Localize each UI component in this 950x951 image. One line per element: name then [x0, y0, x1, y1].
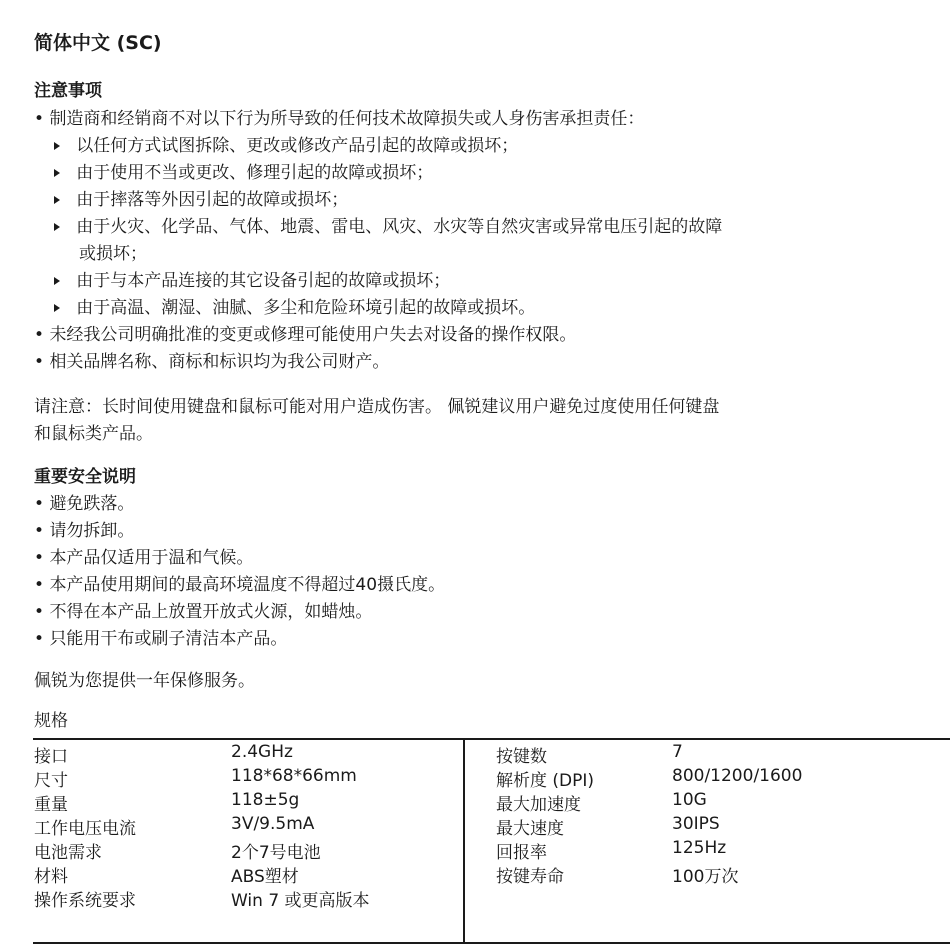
- spec-label: 重量: [34, 795, 68, 815]
- cause-item: [54, 212, 722, 237]
- spec-label: 按键寿命: [496, 867, 564, 887]
- cause-item: [54, 266, 450, 291]
- specs-bottom-rule: [33, 942, 950, 944]
- triangle-bullet-icon: [54, 304, 60, 312]
- cause-item: [54, 185, 348, 210]
- spec-value: 118±5g: [231, 790, 300, 810]
- safety-item: • 本产品仅适用于温和气候。: [34, 548, 254, 568]
- cause-item: [54, 293, 535, 318]
- spec-value: 118*68*66mm: [231, 766, 357, 786]
- safety-item-text: 避免跌落。: [49, 494, 135, 514]
- triangle-bullet-icon: [54, 196, 60, 204]
- safety-item: • 避免跌落。: [34, 494, 135, 514]
- cause-text: 由于使用不当或更改、修理引起的故障或损坏；: [76, 163, 434, 183]
- safety-item-text: 本产品仅适用于温和气候。: [49, 548, 254, 568]
- spec-label: 尺寸: [34, 771, 68, 791]
- spec-value: 100万次: [672, 867, 739, 887]
- cause-item: [54, 131, 518, 156]
- spec-value: 125Hz: [672, 838, 727, 858]
- cause-text: 由于摔落等外因引起的故障或损坏；: [76, 190, 349, 210]
- safety-item-text: 只能用干布或刷子清洁本产品。: [49, 629, 288, 649]
- spec-value: 3V/9.5mA: [231, 814, 315, 834]
- safety-item: • 不得在本产品上放置开放式火源，如蜡烛。: [34, 602, 373, 622]
- spec-label: 解析度 (DPI): [496, 771, 595, 791]
- safety-item-text: 本产品使用期间的最高环境温度不得超过40摄氏度。: [49, 575, 446, 595]
- spec-label: 工作电压电流: [34, 819, 136, 839]
- notice-extra-text: 未经我公司明确批准的变更或修理可能使用户失去对设备的操作权限。: [49, 325, 577, 345]
- specs-heading: 规格: [34, 711, 68, 731]
- spec-value: ABS塑材: [231, 867, 299, 887]
- spec-value: 10G: [672, 790, 707, 810]
- spec-label: 按键数: [496, 747, 547, 767]
- spec-label: 接口: [34, 747, 68, 767]
- safety-item-text: 请勿拆卸。: [49, 521, 135, 541]
- caution-line: 和鼠标类产品。: [34, 424, 153, 444]
- triangle-bullet-icon: [54, 223, 60, 231]
- warranty-text: 佩锐为您提供一年保修服务。: [34, 671, 255, 691]
- cause-text: 由于与本产品连接的其它设备引起的故障或损坏；: [76, 271, 451, 291]
- spec-value: Win 7 或更高版本: [231, 891, 370, 911]
- spec-label: 回报率: [496, 843, 547, 863]
- page-title: 简体中文 (SC): [34, 32, 162, 54]
- specs-top-rule: [33, 738, 950, 740]
- safety-item: • 本产品使用期间的最高环境温度不得超过40摄氏度。: [34, 575, 446, 595]
- triangle-bullet-icon: [54, 277, 60, 285]
- safety-heading: 重要安全说明: [34, 467, 136, 487]
- spec-value: 7: [672, 742, 683, 762]
- triangle-bullet-icon: [54, 169, 60, 177]
- spec-label: 电池需求: [34, 843, 102, 863]
- spec-label: 操作系统要求: [34, 891, 136, 911]
- spec-label: 最大加速度: [496, 795, 581, 815]
- spec-value: 2.4GHz: [231, 742, 293, 762]
- spec-value: 2个7号电池: [231, 843, 321, 863]
- notice-disclaimer-text: 制造商和经销商不对以下行为所导致的任何技术故障损失或人身伤害承担责任：: [49, 109, 645, 129]
- cause-text: 以任何方式试图拆除、更改或修改产品引起的故障或损坏；: [76, 136, 519, 156]
- specs-divider: [463, 739, 465, 943]
- caution-line: 请注意：长时间使用键盘和鼠标可能对用户造成伤害。 佩锐建议用户避免过度使用任何键盘: [34, 397, 720, 417]
- notice-disclaimer: • 制造商和经销商不对以下行为所导致的任何技术故障损失或人身伤害承担责任：: [34, 109, 645, 129]
- cause-text-continuation: 或损坏；: [79, 244, 147, 264]
- safety-item: • 请勿拆卸。: [34, 521, 135, 541]
- spec-value: 800/1200/1600: [672, 766, 803, 786]
- notice-heading: 注意事项: [34, 81, 102, 101]
- safety-item-text: 不得在本产品上放置开放式火源，如蜡烛。: [49, 602, 373, 622]
- spec-label: 最大速度: [496, 819, 564, 839]
- cause-item: [54, 158, 433, 183]
- triangle-bullet-icon: [54, 142, 60, 150]
- spec-label: 材料: [34, 867, 68, 887]
- spec-value: 30IPS: [672, 814, 720, 834]
- notice-extra-item: • 相关品牌名称、商标和标识均为我公司财产。: [34, 352, 390, 372]
- notice-extra-text: 相关品牌名称、商标和标识均为我公司财产。: [49, 352, 390, 372]
- safety-item: • 只能用干布或刷子清洁本产品。: [34, 629, 288, 649]
- cause-text: 由于高温、潮湿、油腻、多尘和危险环境引起的故障或损坏。: [76, 298, 536, 318]
- cause-text: 由于火灾、化学品、气体、地震、雷电、风灾、水灾等自然灾害或异常电压引起的故障: [76, 217, 723, 237]
- notice-extra-item: • 未经我公司明确批准的变更或修理可能使用户失去对设备的操作权限。: [34, 325, 577, 345]
